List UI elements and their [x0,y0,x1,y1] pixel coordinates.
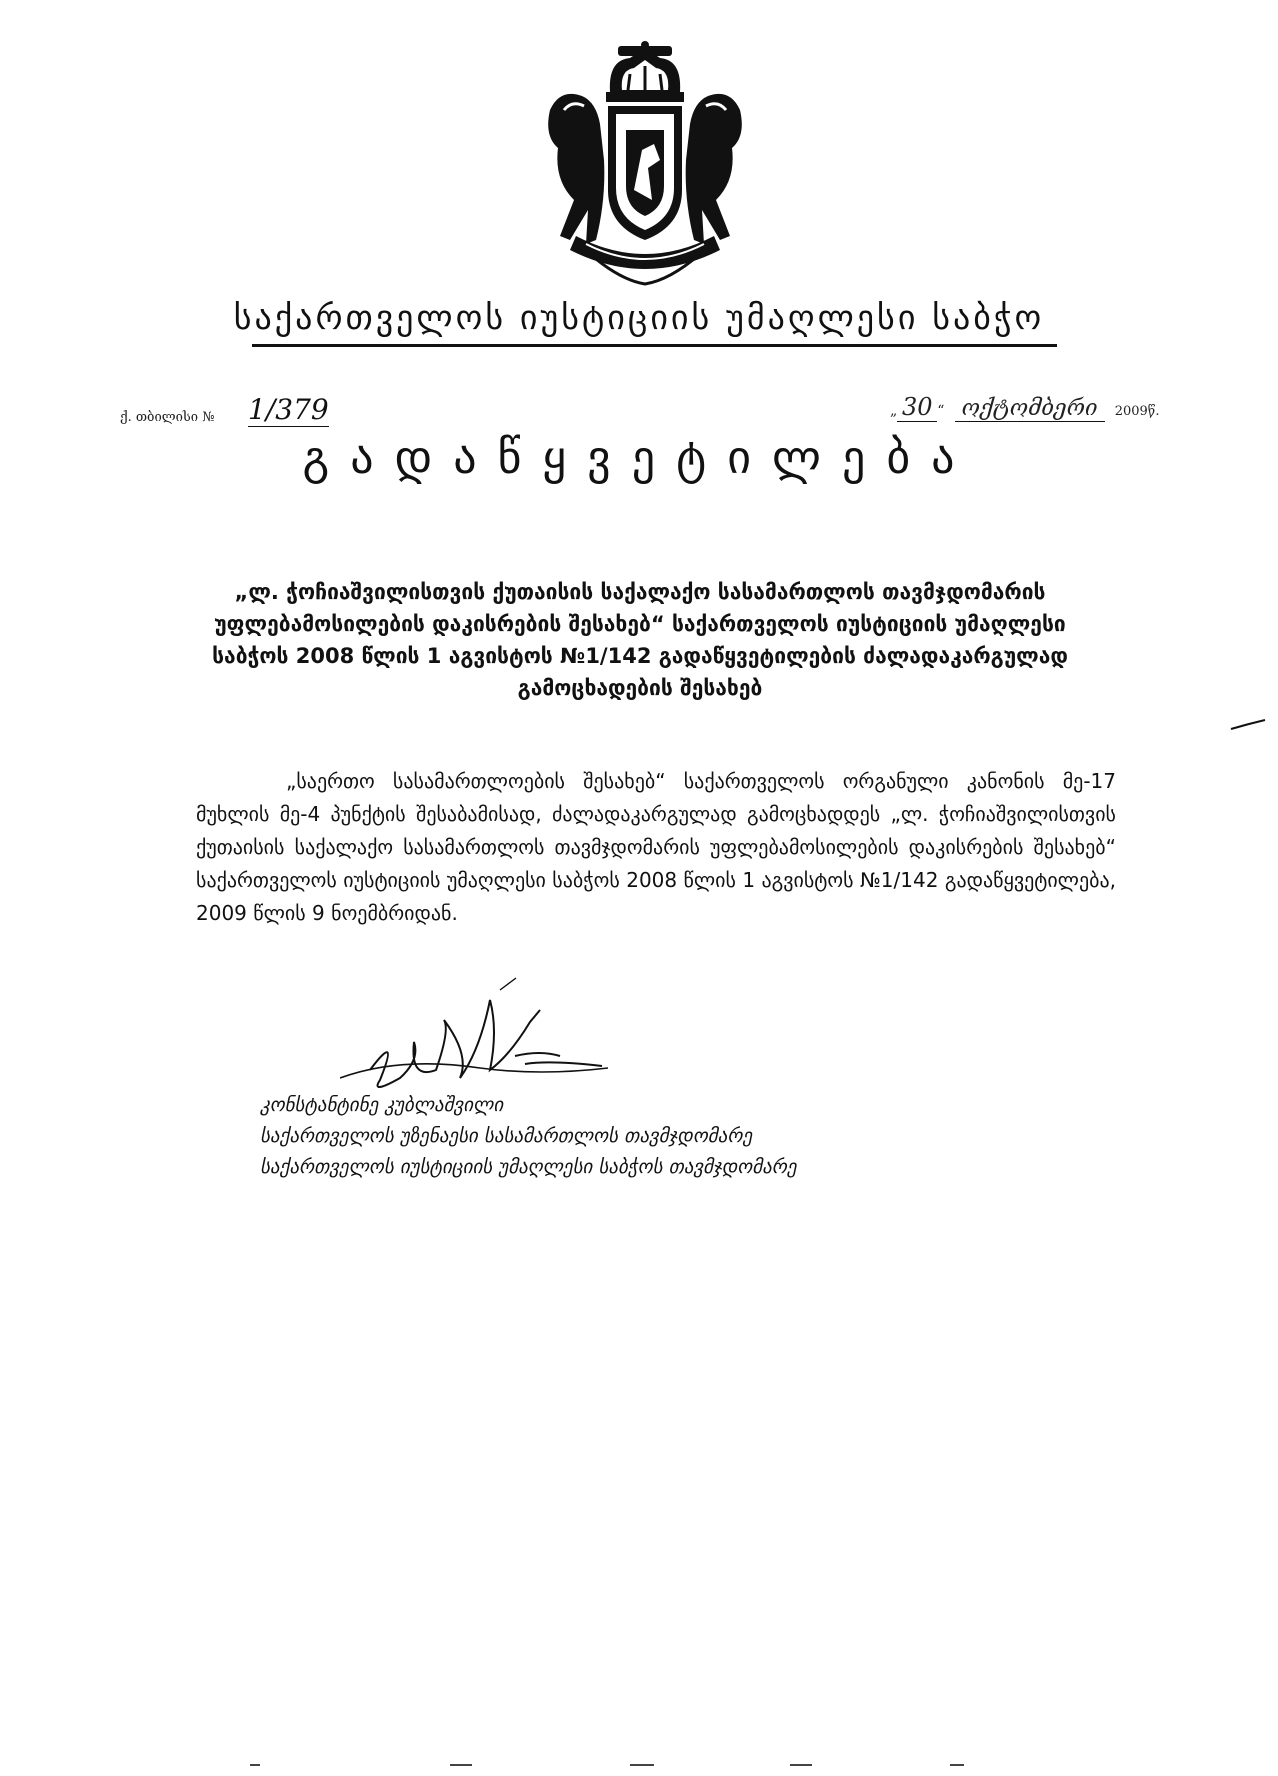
signatory-name: კონსტანტინე კუბლაშვილი [260,1094,504,1116]
signatory-position-supreme-court: საქართველოს უზენაესი სასამართლოს თავმჯდომარე [260,1125,753,1147]
signature-mark [340,960,610,1100]
date-day: 30 [897,393,937,422]
date-year: 2009წ. [1114,404,1160,419]
document-body: „საერთო სასამართლოების შესახებ“ საქართველოს ორგანული კანონის მე-17 მუხლის მე-4 პუნქტის შესაბამისად, ძალადაკარგულად გამოცხადდეს „ლ. ჭოჩიაშვილისთვის ქუთაისის საქალაქო სასამართლოს თავმჯდომარის უფლებამოსილების დაკისრების შესახებ“ საქართველოს იუსტიციის უმაღლესი საბჭოს 2008 წლის 1 აგვისტოს №1/142 გადაწყვეტილება, 2009 წლის 9 ნოემბრიდან. [196,769,1116,925]
organization-name: საქართველოს იუსტიციის უმაღლესი საბჭო [233,298,1045,338]
document-title: გადაწყვეტილება [302,430,976,484]
date-open-quote: „ [890,403,898,419]
footer-scan-marks [250,1762,1050,1768]
date-close-quote: “ [937,403,945,419]
coat-of-arms-icon [530,40,760,290]
date-month: ოქტომბერი [955,396,1105,422]
signatory-position-council: საქართველოს იუსტიციის უმაღლესი საბჭოს თავმჯდომარე [260,1156,797,1178]
number-label: ქ. თბილისი № [120,410,215,425]
signatory-block [260,1090,797,1183]
header-rule [252,344,1057,347]
margin-pen-mark [1230,718,1266,732]
document-date [890,393,1160,422]
document-number: 1/379 [248,393,329,426]
document-subject: „ლ. ჭოჩიაშვილისთვის ქუთაისის საქალაქო სასამართლოს თავმჯდომარის უფლებამოსილების დაკისრების შესახებ“ საქართველოს იუსტიციის უმაღლესი საბჭოს 2008 წლის 1 აგვისტოს №1/142 გადაწყვეტილების ძალადაკარგულად გამოცხადების შესახებ [212,580,1068,700]
